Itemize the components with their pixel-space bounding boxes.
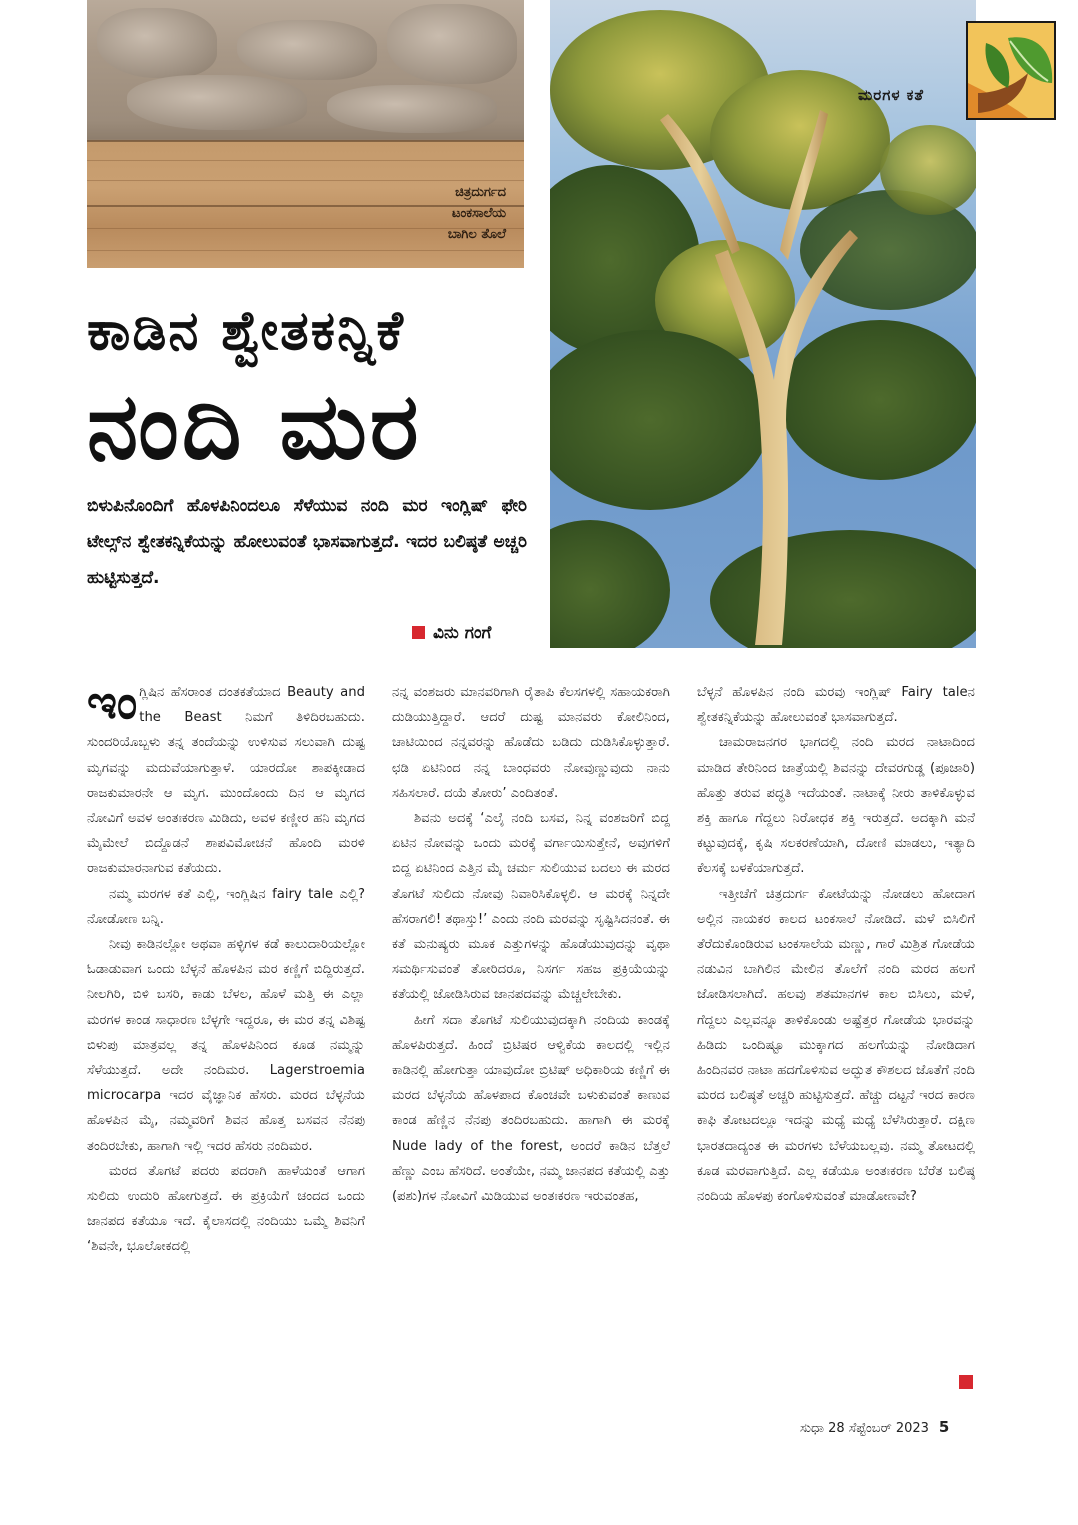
- paragraph: ಚಾಮರಾಜನಗರ ಭಾಗದಲ್ಲಿ ನಂದಿ ಮರದ ನಾಟಾದಿಂದ ಮಾಡಿದ ತೇರಿನಿಂದ ಜಾತ್ರೆಯಲ್ಲಿ ಶಿವನನ್ನು ದೇವರಗುಡ್ಡ (ಪೂಜಾರಿ) ಹೊತ್ತು ತರುವ ಪದ್ಧತಿ ಇದೆಯಂತೆ. ನಾಟಾಕ್ಕೆ ನೀರು ತಾಳಿಕೊಳ್ಳುವ ಶಕ್ತಿ ಹಾಗೂ ಗೆದ್ದಲು ನಿರೋಧಕ ಶಕ್ತಿ ಇರುತ್ತದೆ. ಅದಕ್ಕಾಗಿ ಮನೆ ಕಟ್ಟುವುದಕ್ಕೆ, ಕೃಷಿ ಸಲಕರಣೆಯಾಗಿ, ದೋಣಿ ಮಾಡಲು, ಇತ್ಯಾದಿ ಕೆಲಸಕ್ಕೆ ಬಳಕೆಯಾಗುತ್ತದೆ.: [697, 735, 975, 877]
- dropcap: ಇಂ: [87, 675, 138, 729]
- caption-line: ಬಾಗಿಲ ತೊಲೆ: [447, 227, 506, 242]
- standfirst: ಬಿಳುಪಿನೊಂದಿಗೆ ಹೊಳಪಿನಿಂದಲೂ ಸೆಳೆಯುವ ನಂದಿ ಮರ ಇಂಗ್ಲಿಷ್ ಫೇರಿ ಟೇಲ್ಸ್‌ನ ಶ್ವೇತಕನ್ನಿಕೆಯನ್ನು ಹೋಲುವಂತೆ ಭಾಸವಾಗುತ್ತದೆ. ಇದರ ಬಲಿಷ್ಠತೆ ಅಚ್ಚರಿ ಹುಟ್ಟಿಸುತ್ತದೆ.: [87, 496, 527, 588]
- paragraph: ಇತ್ತೀಚೆಗೆ ಚಿತ್ರದುರ್ಗ ಕೋಟೆಯನ್ನು ನೋಡಲು ಹೋದಾಗ ಅಲ್ಲಿನ ನಾಯಕರ ಕಾಲದ ಟಂಕಸಾಲೆ ನೋಡಿದೆ. ಮಳೆ ಬಿಸಿಲಿಗೆ ತೆರೆದುಕೊಂಡಿರುವ ಟಂಕಸಾಲೆಯ ಮಣ್ಣು, ಗಾರೆ ಮಿಶ್ರಿತ ಗೋಡೆಯ ನಡುವಿನ ಬಾಗಿಲಿನ ಮೇಲಿನ ತೊಲೆಗೆ ನಂದಿ ಮರದ ಹಲಗೆ ಜೋಡಿಸಲಾಗಿದೆ. ಹಲವು ಶತಮಾನಗಳ ಕಾಲ ಬಿಸಿಲು, ಮಳೆ, ಗೆದ್ದಲು ಎಲ್ಲವನ್ನೂ ತಾಳಿಕೊಂಡು ಅಷ್ಟೆತ್ತರ ಗೋಡೆಯ ಭಾರವನ್ನು ಹಿಡಿದು ಒಂದಿಷ್ಟೂ ಮುಕ್ಕಾಗದ ಹಲಗೆಯನ್ನು ನೋಡಿದಾಗ ಹಿಂದಿನವರ ನಾಟಾ ಹದಗೊಳಿಸುವ ಅದ್ಭುತ ಕೌಶಲದ ಜೊತೆಗೆ ನಂದಿ ಮರದ ಬಲಿಷ್ಠತೆ ಅಚ್ಚರಿ ಹುಟ್ಟಿಸುತ್ತದೆ. ಹೆಚ್ಚು ದಟ್ಟನೆ ಇರದ ಕಾರಣ ಕಾಫಿ ತೋಟದಲ್ಲೂ ಇದನ್ನು ಮಧ್ಯೆ ಮಧ್ಯೆ ಬೆಳೆಸಿರುತ್ತಾರೆ. ದಕ್ಷಿಣ ಭಾರತದಾದ್ಯಂತ ಈ ಮರಗಳು ಬೆಳೆಯಬಲ್ಲವು. ನಮ್ಮ ತೋಟದಲ್ಲಿ ಕೂಡ ಮರವಾಗುತ್ತಿದೆ. ಎಲ್ಲ ಕಡೆಯೂ ಅಂತಃಕರಣ ಬೆರೆತ ಬಲಿಷ್ಠ ನಂದಿಯ ಹೊಳಪು ಕಂಗೊಳಿಸುವಂತೆ ಮಾಡೋಣವೇ?: [697, 886, 975, 1205]
- author-name: ವಿನು ಗಂಗೆ: [433, 623, 492, 643]
- paragraph: ನೀವು ಕಾಡಿನಲ್ಲೋ ಅಥವಾ ಹಳ್ಳಿಗಳ ಕಡೆ ಕಾಲುದಾರಿಯಲ್ಲೋ ಓಡಾಡುವಾಗ ಒಂದು ಬೆಳ್ಳನೆ ಹೊಳಪಿನ ಮರ ಕಣ್ಣಿಗೆ ಬಿದ್ದಿರುತ್ತದೆ. ನೀಲಗಿರಿ, ಬಿಳಿ ಬಸರಿ, ಕಾಡು ಬೆಳಲ, ಹೊಳೆ ಮತ್ತಿ ಈ ಎಲ್ಲಾ ಮರಗಳ ಕಾಂಡ ಸಾಧಾರಣ ಬೆಳ್ಳಗೇ ಇದ್ದರೂ, ಈ ಮರ ತನ್ನ ವಿಶಿಷ್ಟ ಬಿಳುಪು ಮಾತ್ರವಲ್ಲ ತನ್ನ ಹೊಳಪಿನಿಂದ ಕೂಡ ನಮ್ಮನ್ನು ಸೆಳೆಯುತ್ತದೆ. ಅದೇ ನಂದಿಮರ. Lagerstroemia microcarpa ಇದರ ವೈಜ್ಞಾನಿಕ ಹೆಸರು. ಮರದ ಬೆಳ್ಳನೆಯ ಹೊಳಪಿನ ಮೈ, ನಮ್ಮವರಿಗೆ ಶಿವನ ಹೊತ್ತ ಬಸವನ ನೆನಪು ತಂದಿರಬೇಕು, ಹಾಗಾಗಿ ಇಲ್ಲಿ ಇದರ ಹೆಸರು ನಂದಿಮರ.: [87, 937, 365, 1154]
- paragraph: ಹೀಗೆ ಸದಾ ತೊಗಟೆ ಸುಲಿಯುವುದಕ್ಕಾಗಿ ನಂದಿಯ ಕಾಂಡಕ್ಕೆ ಹೊಳಪಿರುತ್ತದೆ. ಹಿಂದೆ ಬ್ರಿಟಿಷರ ಆಳ್ವಿಕೆಯ ಕಾಲದಲ್ಲಿ ಇಲ್ಲಿನ ಕಾಡಿನಲ್ಲಿ ಹೋಗುತ್ತಾ ಯಾವುದೋ ಬ್ರಿಟಿಷ್ ಅಧಿಕಾರಿಯ ಕಣ್ಣಿಗೆ ಈ ಮರದ ಬೆಳ್ಳನೆಯ ಹೊಳಪಾದ ಕೊಂಚವೇ ಬಳುಕುವಂತೆ ಕಾಣುವ ಕಾಂಡ ಹೆಣ್ಣಿನ ನೆನಪು ತಂದಿರಬಹುದು. ಹಾಗಾಗಿ ಈ ಮರಕ್ಕೆ Nude lady of the forest, ಅಂದರೆ ಕಾಡಿನ ಬೆತ್ತಲೆ ಹೆಣ್ಣು ಎಂಬ ಹೆಸರಿದೆ. ಅಂತೆಯೇ, ನಮ್ಮ ಜಾನಪದ ಕತೆಯಲ್ಲಿ ಎತ್ತು (ಪಶು)ಗಳ ನೋವಿಗೆ ಮಿಡಿಯುವ ಅಂತಃಕರಣ ಇರುವಂತಹ,: [392, 1012, 670, 1205]
- end-of-article-mark: [959, 1375, 973, 1389]
- paragraph: ಶಿವನು ಅದಕ್ಕೆ ‘ಎಲೈ ನಂದಿ ಬಸವ, ನಿನ್ನ ವಂಶಜರಿಗೆ ಬಿದ್ದ ಏಟಿನ ನೋವನ್ನು ಒಂದು ಮರಕ್ಕೆ ವರ್ಗಾಯಿಸುತ್ತೇನೆ, ಅವುಗಳಿಗೆ ಬಿದ್ದ ಏಟಿನಿಂದ ಎತ್ತಿನ ಮೈ ಚರ್ಮ ಸುಲಿಯುವ ಬದಲು ಈ ಮರದ ತೊಗಟೆ ಸುಲಿದು ನೋವು ನಿವಾರಿಸಿಕೊಳ್ಳಲಿ. ಆ ಮರಕ್ಕೆ ನಿನ್ನದೇ ಹೆಸರಾಗಲಿ! ತಥಾಸ್ತು!’ ಎಂದು ನಂದಿ ಮರವನ್ನು ಸೃಷ್ಟಿಸಿದನಂತೆ. ಈ ಕತೆ ಮನುಷ್ಯರು ಮೂಕ ಎತ್ತುಗಳನ್ನು ಹೊಡೆಯುವುದನ್ನು ವೃಥಾ ಸಮರ್ಥಿಸುವಂತೆ ತೋರಿದರೂ, ನಿಸರ್ಗ ಸಹಜ ಪ್ರಕ್ರಿಯೆಯನ್ನು ಕತೆಯಲ್ಲಿ ಜೋಡಿಸಿರುವ ಜಾನಪದವನ್ನು ಮೆಚ್ಚಲೇಬೇಕು.: [392, 811, 670, 1003]
- byline: [412, 623, 491, 643]
- door-beam-photo: [87, 0, 524, 268]
- paragraph: ನಮ್ಮ ಮರಗಳ ಕತೆ ಎಲ್ಲಿ, ಇಂಗ್ಲಿಷಿನ fairy tale ಎಲ್ಲಿ? ನೋಡೋಣ ಬನ್ನಿ.: [87, 886, 365, 927]
- issue-date: ಸುಧಾ 28 ಸೆಪ್ಟೆಂಬರ್ 2023: [800, 1421, 929, 1436]
- page-footer: [800, 1418, 949, 1436]
- article-column-2: [392, 680, 670, 1209]
- paragraph: [87, 675, 365, 882]
- paragraph: ಬೆಳ್ಳನೆ ಹೊಳಪಿನ ನಂದಿ ಮರವು ಇಂಗ್ಲಿಷ್ Fairy taleನ ಶ್ವೇತಕನ್ನಿಕೆಯನ್ನು ಹೋಲುವಂತೆ ಭಾಸವಾಗುತ್ತದೆ.: [697, 685, 975, 726]
- section-logo: [966, 21, 1056, 120]
- caption-line: ಚಿತ್ರದುರ್ಗದ: [455, 185, 506, 200]
- headline-line-1: ಕಾಡಿನ ಶ್ವೇತಕನ್ನಿಕೆ: [87, 299, 405, 362]
- section-label: ಮರಗಳ ಕತೆ: [858, 86, 924, 104]
- caption-line: ಟಂಕಸಾಲೆಯ: [451, 206, 506, 221]
- headline-line-2: ನಂದಿ ಮರ: [87, 373, 422, 480]
- page-number: 5: [938, 1418, 950, 1436]
- photo-caption: [448, 182, 506, 245]
- paragraph: ಮರದ ತೊಗಟೆ ಪದರು ಪದರಾಗಿ ಹಾಳೆಯಂತೆ ಆಗಾಗ ಸುಲಿದು ಉದುರಿ ಹೋಗುತ್ತದೆ. ಈ ಪ್ರಕ್ರಿಯೆಗೆ ಚಂದದ ಒಂದು ಜಾನಪದ ಕತೆಯೂ ಇದೆ. ಕೈಲಾಸದಲ್ಲಿ ನಂದಿಯು ಒಮ್ಮೆ ಶಿವನಿಗೆ ‘ಶಿವನೇ, ಭೂಲೋಕದಲ್ಲಿ: [87, 1163, 365, 1255]
- article-column-3: [697, 680, 975, 1209]
- byline-marker: [412, 626, 425, 639]
- article-column-1: [87, 675, 365, 1260]
- paragraph-text: ಗ್ಲಿಷಿನ ಹೆಸರಾಂತ ದಂತಕತೆಯಾದ Beauty and the Beast ನಿಮಗೆ ತಿಳಿದಿರಬಹುದು. ಸುಂದರಿಯೊಬ್ಬಳು ತನ್ನ ತಂದೆಯನ್ನು ಉಳಿಸುವ ಸಲುವಾಗಿ ದುಷ್ಟ ಮೃಗವನ್ನು ಮದುವೆಯಾಗುತ್ತಾಳೆ. ಯಾರದೋ ಶಾಪಕ್ಕೀಡಾದ ರಾಜಕುಮಾರನೇ ಆ ಮೃಗ. ಮುಂದೊಂದು ದಿನ ಆ ಮೃಗದ ನೋವಿಗೆ ಅವಳ ಅಂತಃಕರಣ ಮಿಡಿದು, ಅವಳ ಕಣ್ಣೀರ ಹನಿ ಮೃಗದ ಮೈಮೇಲೆ ಬಿದ್ದೊಡನೆ ಶಾಪವಿಮೋಚನೆ ಹೊಂದಿ ಮರಳಿ ರಾಜಕುಮಾರನಾಗುವ ಕತೆಯದು.: [87, 685, 365, 877]
- paragraph: ನನ್ನ ವಂಶಜರು ಮಾನವರಿಗಾಗಿ ರೈತಾಪಿ ಕೆಲಸಗಳಲ್ಲಿ ಸಹಾಯಕರಾಗಿ ದುಡಿಯುತ್ತಿದ್ದಾರೆ. ಆದರೆ ದುಷ್ಟ ಮಾನವರು ಕೋಲಿನಿಂದ, ಚಾಟಿಯಿಂದ ನನ್ನವರನ್ನು ಹೊಡೆದು ಬಡಿದು ದುಡಿಸಿಕೊಳ್ಳುತ್ತಾರೆ. ಛಡಿ ಏಟಿನಿಂದ ನನ್ನ ಬಾಂಧವರು ನೋವುಣ್ಣುವುದು ನಾನು ಸಹಿಸಲಾರೆ. ದಯೆ ತೋರು’ ಎಂದಿತಂತೆ.: [392, 685, 670, 801]
